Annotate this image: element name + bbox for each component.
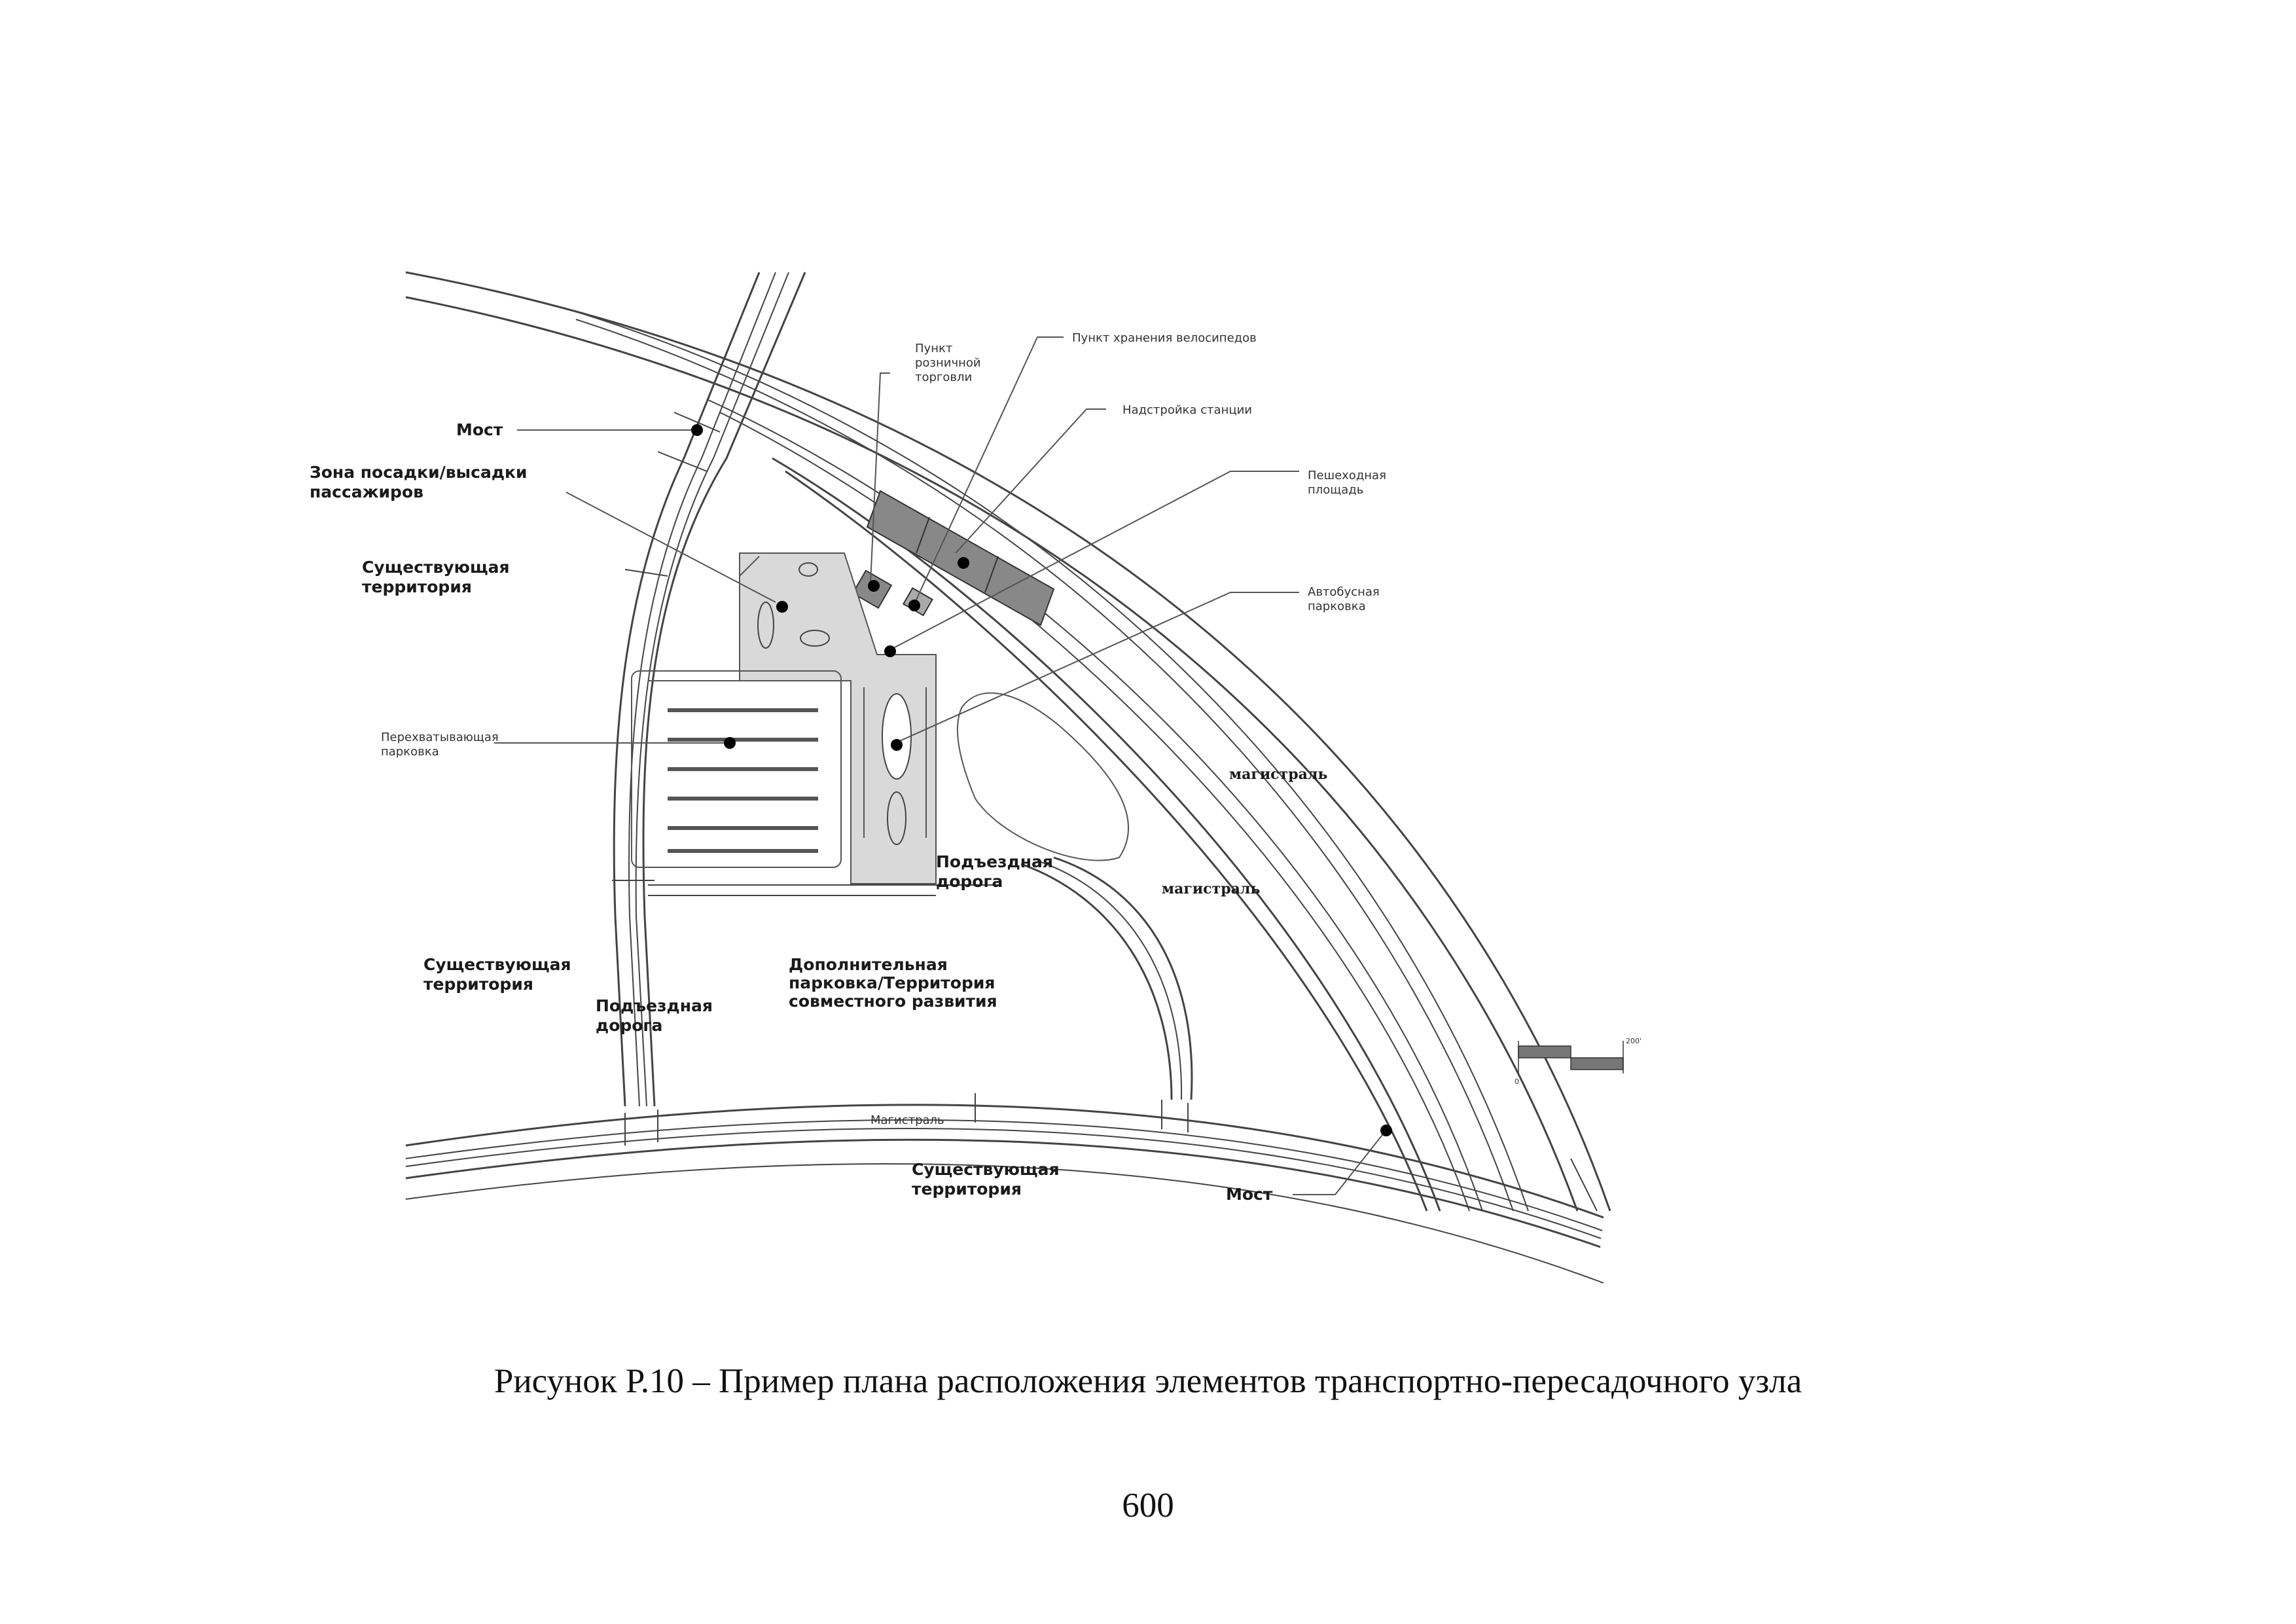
label-retail-line: Пункт (915, 342, 953, 355)
label-bike-storage: Пункт хранения велосипедов (1072, 331, 1257, 345)
label-bridge-bottom: Мост (1226, 1185, 1273, 1204)
station-marker (958, 557, 969, 569)
label-pedestrian-plaza-line: площадь (1308, 483, 1364, 497)
scale-bar (1515, 1037, 1641, 1086)
label-bus-parking (1308, 585, 1380, 613)
label-access-road-1 (936, 852, 1053, 891)
label-highway-3: Магистраль (870, 1113, 944, 1127)
page-number: 600 (1122, 1487, 1174, 1525)
bridge-bottom-marker (1380, 1125, 1392, 1136)
label-additional-parking-line: Дополнительная (789, 955, 948, 974)
label-existing-territory-3-line: территория (912, 1180, 1022, 1199)
label-additional-parking-line: парковка/Территория (789, 973, 996, 992)
retail-marker (868, 580, 880, 592)
label-existing-territory-3 (912, 1160, 1060, 1199)
label-highway-2: магистраль (1162, 880, 1261, 897)
label-existing-territory-1-line: территория (362, 577, 472, 596)
bridge-top-marker (691, 424, 703, 436)
label-bus-parking-line: парковка (1308, 600, 1366, 613)
label-pickup-zone (310, 463, 528, 501)
scale-end-label: 200' (1626, 1037, 1642, 1045)
label-access-road-2 (596, 996, 713, 1035)
label-existing-territory-2-line: территория (423, 975, 533, 994)
figure-caption: Рисунок Р.10 – Пример плана расположения элементов транспортно-пересадочного узла (493, 1362, 1803, 1400)
label-pickup-zone-text-line: Зона посадки/высадки (310, 463, 528, 482)
bike-storage-marker (908, 600, 920, 611)
label-pedestrian-plaza (1308, 469, 1386, 497)
label-bridge-top: Мост (456, 420, 503, 439)
label-park-and-ride-line: парковка (381, 745, 439, 759)
park-and-ride-marker (724, 737, 736, 749)
scale-zero-label: 0 (1515, 1077, 1519, 1086)
label-existing-territory-1-line: Существующая (362, 558, 510, 577)
plaza-marker (884, 645, 896, 657)
label-access-road-2-line: дорога (596, 1016, 663, 1035)
label-station-superstructure: Надстройка станции (1122, 403, 1252, 417)
label-existing-territory-3-line: Существующая (912, 1160, 1060, 1179)
park-and-ride-lot (632, 671, 841, 867)
label-existing-territory-2-line: Существующая (423, 955, 571, 974)
bridge-road (612, 272, 805, 1106)
bus-parking-marker (891, 739, 903, 751)
label-additional-parking (789, 955, 997, 1011)
label-retail (915, 342, 981, 384)
rail-corridor (406, 272, 1610, 1211)
label-access-road-2-line: Подъездная (596, 996, 713, 1015)
label-retail-line: розничной (915, 356, 981, 370)
label-existing-territory-2 (423, 955, 571, 994)
label-access-road-1-line: Подъездная (936, 852, 1053, 871)
label-additional-parking-line: совместного развития (789, 992, 997, 1011)
label-existing-territory-1 (362, 558, 510, 596)
label-park-and-ride (381, 731, 499, 759)
label-bus-parking-line: Автобусная (1308, 585, 1380, 599)
label-highway-1: магистраль (1229, 766, 1328, 783)
traffic-island (958, 693, 1128, 861)
label-pedestrian-plaza-line: Пешеходная (1308, 469, 1386, 482)
label-retail-line: торговли (915, 370, 973, 384)
label-park-and-ride-line: Перехватывающая (381, 731, 499, 744)
label-pickup-zone-text-line: пассажиров (310, 482, 423, 501)
pickup-zone-marker (776, 601, 788, 613)
label-access-road-1-line: дорога (936, 872, 1003, 891)
